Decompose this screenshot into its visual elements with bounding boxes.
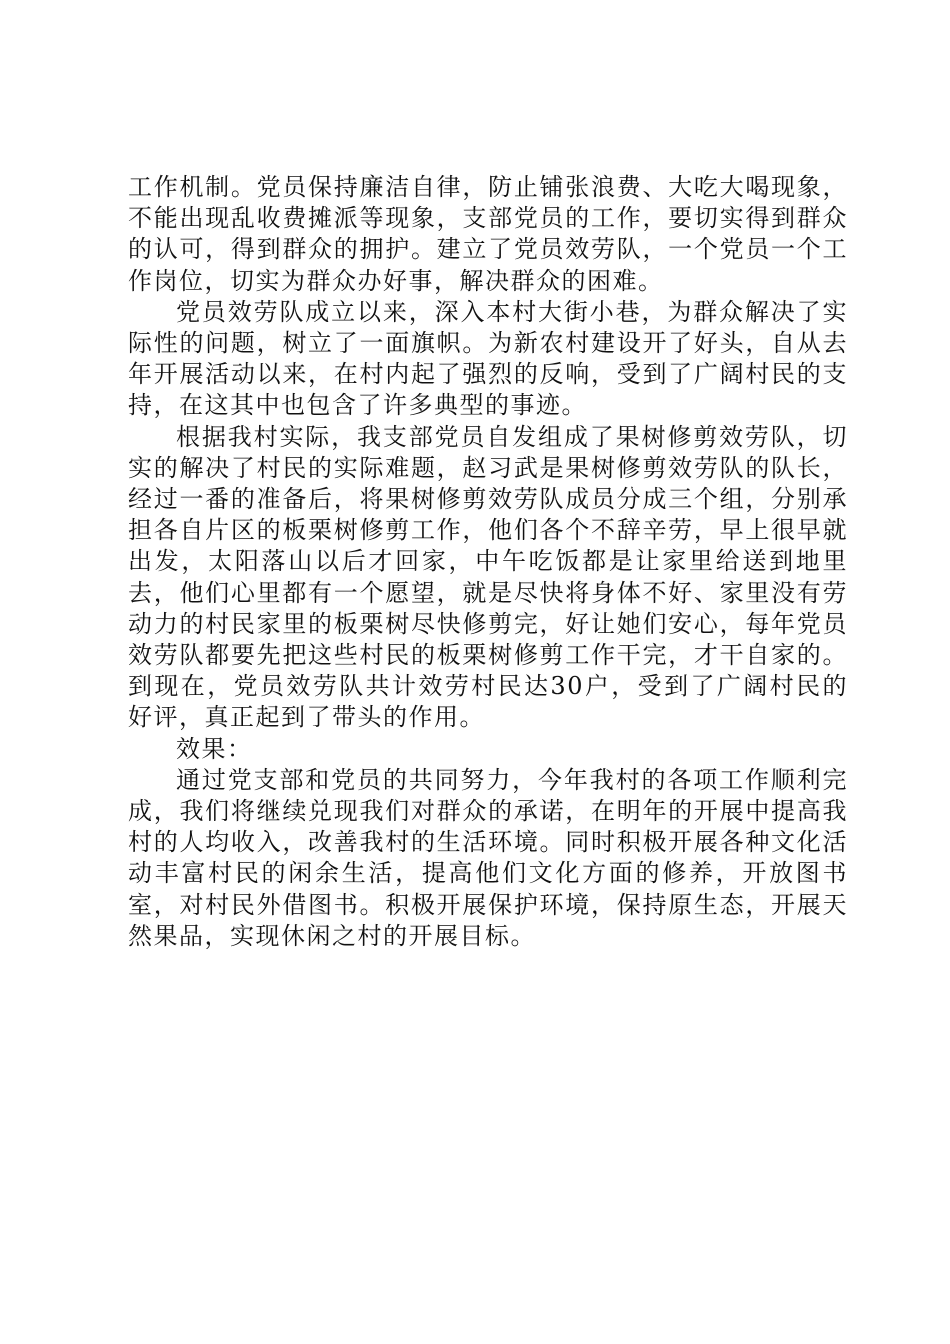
document-body [128, 172, 848, 952]
paragraph-4: 通过党支部和党员的共同努力，今年我村的各项工作顺利完成，我们将继续兑现我们对群众的承诺，在明年的开展中提高我村的人均收入，改善我村的生活环境。同时积极开展各种文化活动丰富村民的闲余生活，提高他们文化方面的修养，开放图书室，对村民外借图书。积极开展保护环境，保持原生态，开展天然果品，实现休闲之村的开展目标。 [128, 765, 848, 950]
paragraph-2: 党员效劳队成立以来，深入本村大街小巷，为群众解决了实际性的问题，树立了一面旗帜。为新农村建设开了好头，自从去年开展活动以来，在村内起了强烈的反响，受到了广阔村民的支持，在这其中也包含了许多典型的事迹。 [128, 297, 848, 420]
section-heading-effect: 效果： [176, 734, 253, 763]
paragraph-1: 工作机制。党员保持廉洁自律，防止铺张浪费、大吃大喝现象，不能出现乱收费摊派等现象，支部党员的工作，要切实得到群众的认可，得到群众的拥护。建立了党员效劳队，一个党员一个工作岗位，切实为群众办好事，解决群众的困难。 [128, 173, 848, 295]
paragraph-3: 根据我村实际，我支部党员自发组成了果树修剪效劳队，切实的解决了村民的实际难题，赵习武是果树修剪效劳队的队长，经过一番的准备后，将果树修剪效劳队成员分成三个组，分别承担各自片区的板栗树修剪工作，他们各个不辞辛劳，早上很早就出发，太阳落山以后才回家，中午吃饭都是让家里给送到地里去，他们心里都有一个愿望，就是尽快将身体不好、家里没有劳动力的村民家里的板栗树尽快修剪完，好让她们安心，每年党员效劳队都要先把这些村民的板栗树修剪工作干完，才干自家的。到现在，党员效劳队共计效劳村民达30户，受到了广阔村民的好评，真正起到了带头的作用。 [128, 422, 848, 732]
